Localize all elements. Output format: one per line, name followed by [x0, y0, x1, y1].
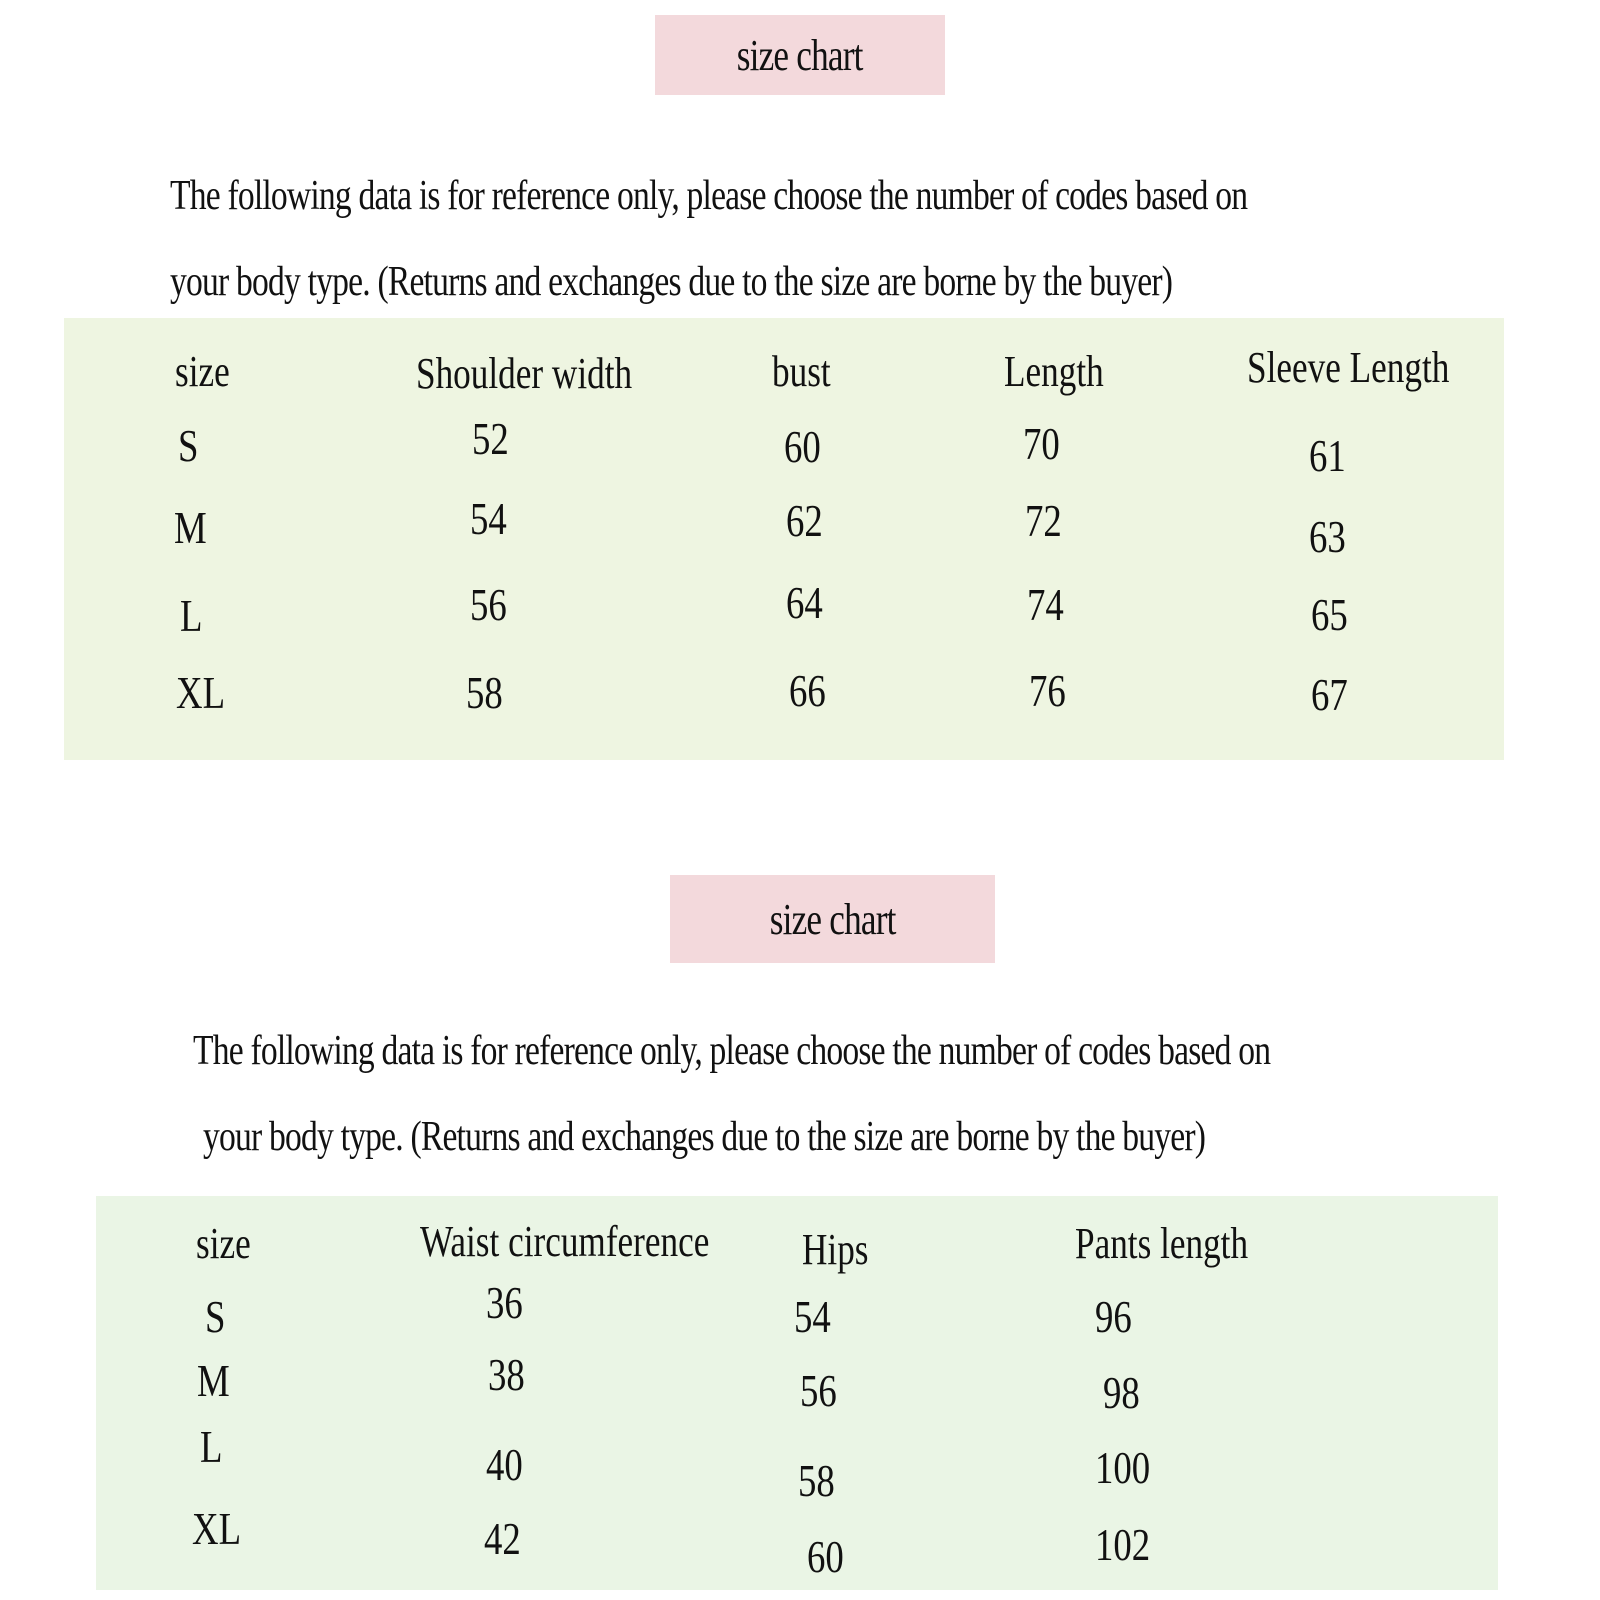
bottom-row-s-waist: 36: [486, 1277, 523, 1328]
title-text-top: size chart: [737, 30, 863, 80]
bottom-row-l-pants: 100: [1095, 1442, 1151, 1493]
header-sleeve-length: Sleeve Length: [1247, 343, 1450, 392]
top-row-s-sleeve: 61: [1309, 430, 1346, 481]
top-row-l-sleeve: 65: [1311, 589, 1348, 640]
header-pants-length: Pants length: [1075, 1219, 1249, 1268]
size-chart-title-bottom: [670, 875, 995, 963]
header-waist-circumference: Waist circumference: [420, 1217, 710, 1266]
header-size-top: size: [175, 347, 230, 396]
top-row-s-bust: 60: [784, 421, 821, 472]
bottom-row-xl-hips: 60: [807, 1531, 844, 1582]
reference-note-bottom-line2: your body type. (Returns and exchanges due to the size are borne by the buyer): [203, 1114, 1206, 1160]
bottom-row-xl-pants: 102: [1095, 1519, 1151, 1570]
bottom-row-m-pants: 98: [1103, 1367, 1140, 1418]
top-row-m-sleeve: 63: [1309, 511, 1346, 562]
header-bust: bust: [772, 347, 831, 396]
top-row-xl-bust: 66: [789, 665, 826, 716]
header-size-bottom: size: [196, 1219, 251, 1268]
top-row-xl-length: 76: [1029, 665, 1066, 716]
header-length: Length: [1004, 347, 1104, 396]
top-row-m-length: 72: [1025, 495, 1062, 546]
top-row-m-shoulder: 54: [470, 493, 507, 544]
top-row-l-shoulder: 56: [470, 579, 507, 630]
size-table-bottom: [96, 1196, 1498, 1590]
top-row-l-bust: 64: [786, 577, 823, 628]
top-row-m-size: M: [174, 502, 207, 553]
bottom-row-xl-size: XL: [192, 1503, 242, 1554]
bottom-row-s-pants: 96: [1095, 1291, 1132, 1342]
bottom-row-l-waist: 40: [486, 1439, 523, 1490]
bottom-row-m-waist: 38: [488, 1349, 525, 1400]
size-chart-title-top: [655, 15, 945, 95]
top-row-s-shoulder: 52: [472, 413, 509, 464]
top-row-xl-sleeve: 67: [1311, 669, 1348, 720]
bottom-row-l-size: L: [200, 1421, 223, 1472]
top-row-s-length: 70: [1023, 418, 1060, 469]
bottom-row-l-hips: 58: [798, 1455, 835, 1506]
top-row-s-size: S: [178, 420, 199, 471]
header-hips: Hips: [802, 1225, 869, 1274]
reference-note-top-line2: your body type. (Returns and exchanges due to the size are borne by the buyer): [170, 259, 1173, 305]
title-text-bottom: size chart: [769, 894, 896, 944]
top-row-l-size: L: [180, 590, 203, 641]
bottom-row-s-size: S: [205, 1291, 226, 1342]
bottom-row-m-hips: 56: [800, 1365, 837, 1416]
bottom-row-s-hips: 54: [794, 1291, 831, 1342]
top-row-xl-shoulder: 58: [466, 667, 503, 718]
bottom-row-m-size: M: [197, 1355, 230, 1406]
top-row-m-bust: 62: [786, 495, 823, 546]
header-shoulder-width: Shoulder width: [416, 349, 633, 398]
top-row-l-length: 74: [1027, 579, 1064, 630]
reference-note-top-line1: The following data is for reference only, please choose the number of codes based on: [170, 173, 1248, 219]
bottom-row-xl-waist: 42: [484, 1513, 521, 1564]
top-row-xl-size: XL: [176, 667, 226, 718]
reference-note-bottom-line1: The following data is for reference only, please choose the number of codes based on: [193, 1028, 1271, 1074]
